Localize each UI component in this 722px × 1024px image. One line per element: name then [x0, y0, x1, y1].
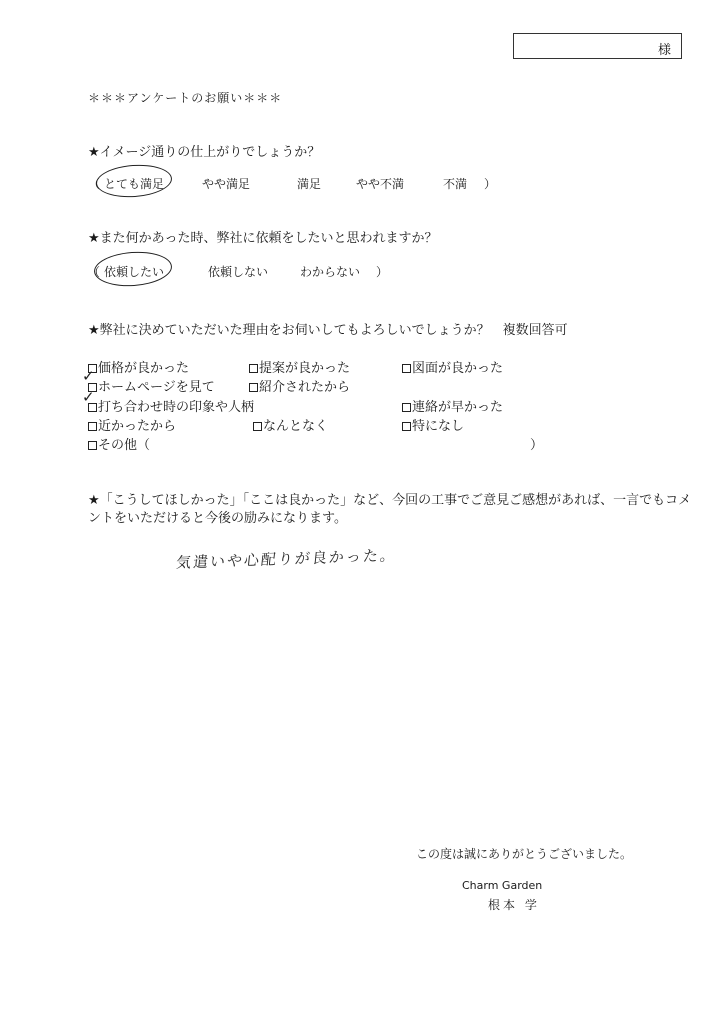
checkbox-icon[interactable]: [402, 403, 411, 412]
closing-message: この度は誠にありがとうございました。: [416, 847, 633, 861]
q2-close-paren: ）: [376, 265, 389, 279]
question-4-line-2: ントをいただけると今後の励みになります。: [88, 511, 347, 526]
q2-option-not-sure[interactable]: わからない: [300, 265, 361, 279]
checkbox-icon[interactable]: [253, 422, 262, 431]
reason-no-particular[interactable]: なんとなく: [253, 415, 328, 434]
checkmark-icon: ✓: [82, 388, 95, 406]
question-1: ★イメージ通りの仕上がりでしょうか？: [88, 145, 321, 160]
q1-close-paren: ）: [484, 177, 497, 191]
reason-quick-contact[interactable]: 連絡が早かった: [402, 396, 503, 415]
q1-option-very-satisfied[interactable]: とても満足: [104, 177, 165, 191]
checkbox-icon[interactable]: [402, 364, 411, 373]
handwritten-comment: 気遣いや心配りが良かった。: [175, 546, 398, 572]
reason-drawings[interactable]: 図面が良かった: [402, 357, 503, 376]
question-3: ★弊社に決めていただいた理由をお伺いしてもよろしいでしょうか？ 複数回答可: [88, 323, 568, 338]
q2-option-would-request[interactable]: 依頼したい: [104, 265, 165, 279]
q1-option-satisfied[interactable]: 満足: [297, 177, 322, 191]
q2-open-paren: （: [88, 265, 101, 279]
person-name: 根本 学: [488, 898, 540, 912]
reason-referral[interactable]: 紹介されたから: [249, 376, 350, 395]
q1-option-somewhat-dissatisfied[interactable]: やや不満: [356, 177, 405, 191]
customer-name-box[interactable]: [513, 33, 682, 59]
reason-nearby[interactable]: 近かったから: [88, 415, 176, 434]
company-name: Charm Garden: [462, 879, 543, 892]
q1-option-somewhat-satisfied[interactable]: やや満足: [202, 177, 251, 191]
reason-price[interactable]: 価格が良かった: [88, 357, 189, 376]
q1-open-paren: （: [88, 177, 101, 191]
checkbox-icon[interactable]: [88, 441, 97, 450]
checkbox-icon[interactable]: [249, 364, 258, 373]
reason-other-close-paren: ）: [530, 438, 544, 453]
checkbox-icon[interactable]: [402, 422, 411, 431]
honorific-label: 様: [657, 43, 671, 58]
reason-homepage[interactable]: ホームページを見て: [88, 376, 215, 395]
reason-proposal[interactable]: 提案が良かった: [249, 357, 350, 376]
checkbox-icon[interactable]: [249, 383, 258, 392]
survey-title: ＊＊＊アンケートのお願い＊＊＊: [88, 91, 283, 105]
q2-selection-circle: [93, 249, 173, 288]
checkbox-icon[interactable]: [88, 422, 97, 431]
question-2: ★また何かあった時、弊社に依頼をしたいと思われますか？: [88, 231, 438, 246]
reason-impression[interactable]: 打ち合わせ時の印象や人柄: [88, 396, 254, 415]
q1-selection-circle: [95, 162, 173, 199]
reason-none[interactable]: 特になし: [402, 415, 464, 434]
checkmark-icon: ✓: [82, 367, 95, 385]
q1-option-dissatisfied[interactable]: 不満: [443, 177, 468, 191]
reason-other[interactable]: その他（: [88, 434, 150, 453]
q2-option-would-not-request[interactable]: 依頼しない: [208, 265, 269, 279]
question-4-line-1: ★「こうしてほしかった」「ここは良かった」など、今回の工事でご意見ご感想があれば、一言でもコメ: [88, 493, 692, 508]
